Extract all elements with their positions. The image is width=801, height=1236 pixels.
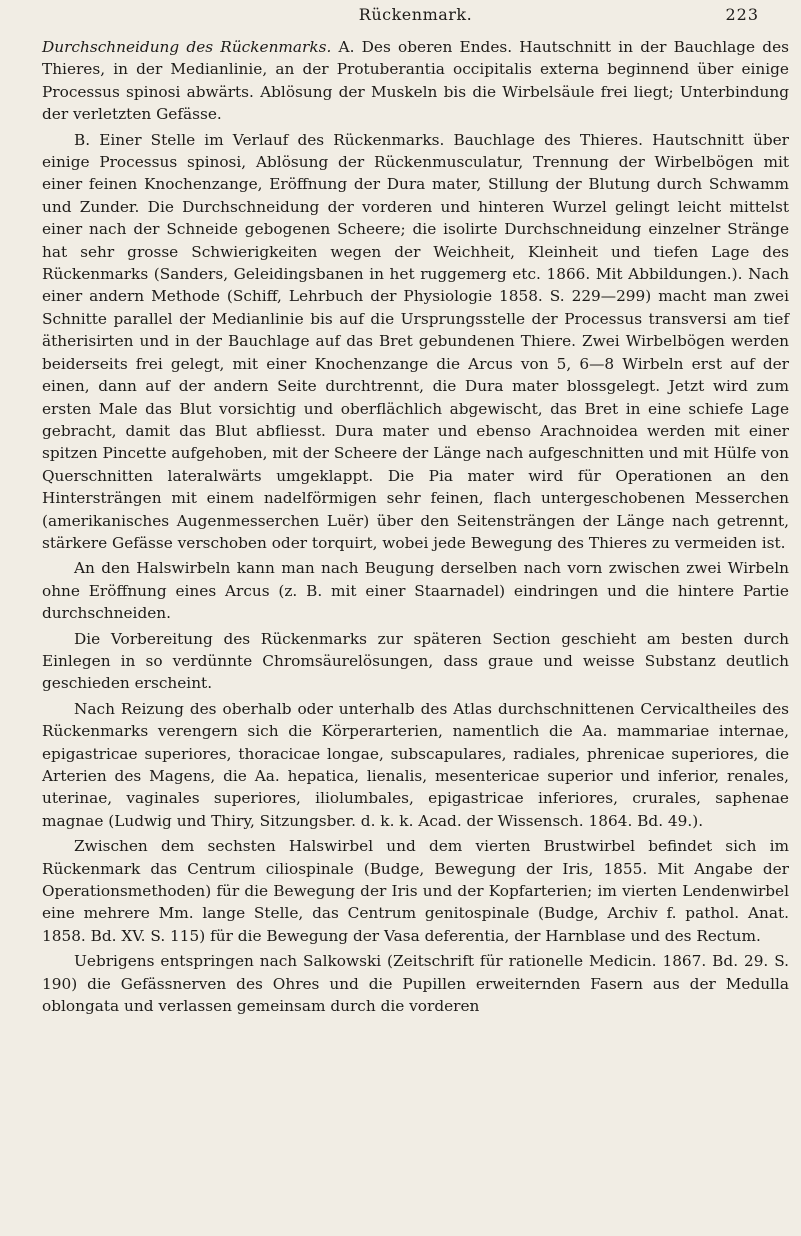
page-number: 223 xyxy=(725,5,759,24)
body-text xyxy=(42,36,789,1017)
paragraph-1 xyxy=(42,36,789,126)
paragraph-2: B. Einer Stelle im Verlauf des Rückenmarks. Bauchlage des Thieres. Hautschnitt über einige Processus spinosi, Ablösung der Rückenmusculatur, Trennung der Wirbelbögen mit einer feinen Knochenzange, Eröffnung der Dura mater, Stillung der Blutung durch Schwamm und Zunder. Die Durchschneidung der vorderen und hinteren Wurzel gelingt leicht mittelst einer nach der Schneide gebogenen Scheere; die isolirte Durchschneidung einzelner Stränge hat sehr grosse Schwierigkeiten wegen der Weichheit, Kleinheit und tiefen Lage des Rückenmarks (Sanders, Geleidingsbanen in het ruggemerg etc. 1866. Mit Abbildungen.). Nach einer andern Methode (Schiff, Lehrbuch der Physiologie 1858. S. 229—299) macht man zwei Schnitte parallel der Medianlinie bis auf die Ursprungsstelle der Processus transversi am tief ätherisirten und in der Bauchlage auf das Bret gebundenen Thiere. Zwei Wirbelbögen werden beiderseits frei gelegt, mit einer Knochenzange die Arcus von 5, 6—8 Wirbeln erst auf der einen, dann auf der andern Seite durchtrennt, die Dura mater blossgelegt. Jetzt wird zum ersten Male das Blut vorsichtig und oberflächlich abgewischt, das Bret in eine schiefe Lage gebracht, damit das Blut abfliesst. Dura mater und ebenso Arachnoidea werden mit einer spitzen Pincette aufgehoben, mit der Scheere der Länge nach aufgeschnitten und mit Hülfe von Querschnitten lateralwärts umgeklappt. Die Pia mater wird für Operationen an den Hintersträngen mit einem nadelförmigen sehr feinen, flach untergeschobenen Messerchen (amerikanisches Augenmesserchen Luër) über den Seitensträngen der Länge nach getrennt, stärkere Gefässe verschoben oder torquirt, wobei jede Bewegung des Thieres zu vermeiden ist. xyxy=(42,130,789,552)
paragraph-1-text: A. Des oberen Endes. Hautschnitt in der Bauchlage des Thieres, in der Medianlinie, an der Protuberantia occipitalis externa beginnend über einige Processus spinosi abwärts. Ablösung der Muskeln bis die Wirbelsäule frei liegt; Unterbindung der verletzten Gefässe. xyxy=(42,38,789,124)
running-title: Rückenmark. xyxy=(358,5,473,24)
paragraph-7: Uebrigens entspringen nach Salkowski (Zeitschrift für rationelle Medicin. 1867. Bd. 29. S. 190) die Gefässnerven des Ohres und die Pupillen erweiternden Fasern aus der Medulla oblongata und verlassen gemeinsam durch die vorderen xyxy=(42,952,789,1016)
paragraph-4: Die Vorbereitung des Rückenmarks zur späteren Section geschieht am besten durch Einlegen in so verdünnte Chromsäurelösungen, dass graue und weisse Substanz deutlich geschieden erscheint. xyxy=(42,629,789,693)
paragraph-3: An den Halswirbeln kann man nach Beugung derselben nach vorn zwischen zwei Wirbeln ohne Eröffnung eines Arcus (z. B. mit einer Staarnadel) eindringen und die hintere Partie durchschneiden. xyxy=(42,559,789,623)
section-heading: Durchschneidung des Rückenmarks. xyxy=(42,38,332,56)
paragraph-6: Zwischen dem sechsten Halswirbel und dem vierten Brustwirbel befindet sich im Rückenmark das Centrum ciliospinale (Budge, Bewegung der Iris, 1855. Mit Angabe der Operationsmethoden) für die Bewegung der Iris und der Kopfarterien; im vierten Lendenwirbel eine mehrere Mm. lange Stelle, das Centrum genitospinale (Budge, Archiv f. pathol. Anat. 1858. Bd. XV. S. 115) für die Bewegung der Vasa deferentia, der Harnblase und des Rectum. xyxy=(42,837,789,945)
running-header xyxy=(42,4,789,26)
paragraph-5: Nach Reizung des oberhalb oder unterhalb des Atlas durchschnittenen Cervicaltheiles des Rückenmarks verengern sich die Körperarterien, namentlich die Aa. mammariae internae, epigastricae superiores, thoracicae longae, subscapulares, radiales, phrenicae superiores, die Arterien des Magens, die Aa. hepatica, lienalis, mesentericae superior und inferior, renales, uterinae, vaginales superiores, iliolumbales, epigastricae inferiores, crurales, saphenae magnae (Ludwig und Thiry, Sitzungsber. d. k. k. Acad. der Wissensch. 1864. Bd. 49.). xyxy=(42,699,789,830)
